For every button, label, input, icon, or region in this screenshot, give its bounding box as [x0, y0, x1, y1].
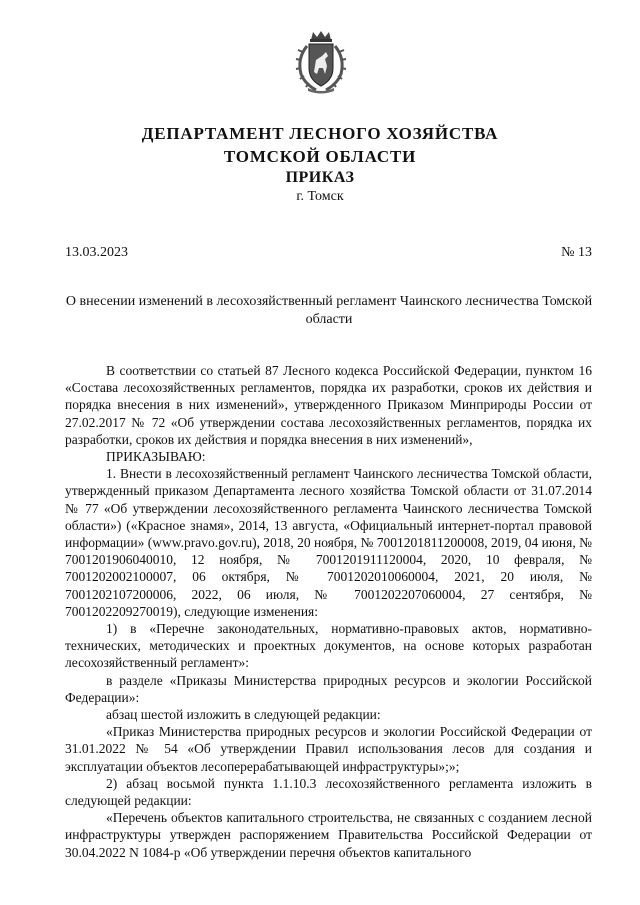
city: г. Томск — [296, 189, 344, 204]
department-name-line2: ТОМСКОЙ ОБЛАСТИ — [223, 147, 417, 166]
document-type: ПРИКАЗ — [285, 169, 355, 186]
preamble-paragraph: В соответствии со статьей 87 Лесного кодекса Российской Федерации, пунктом 16 «Состава лесохозяйственных регламентов, порядка их разработки, сроков их действия и порядка внесения в них изменений», утвержденного Приказом Минприроды России от 27.02.2017 № 72 «Об утверждении состава лесохозяйственных регламентов, порядка их разработки, сроков их действия и порядка внесения в них изменений», — [65, 363, 592, 447]
order-keyword: ПРИКАЗЫВАЮ: — [106, 449, 206, 465]
body-paragraph: в разделе «Приказы Министерства природных ресурсов и экологии Российской Федерации»: — [65, 672, 592, 705]
order-subject: О внесении изменений в лесохозяйственный регламент Чаинского лесничества Томской области — [65, 294, 593, 327]
body-paragraph: 2) абзац восьмой пункта 1.1.10.3 лесохозяйственного регламента изложить в следующей редакции: — [65, 775, 592, 809]
body-paragraph: «Приказ Министерства природных ресурсов и экологии Российской Федерации от 31.01.2022 № 54 «Об утверждении Правил использования лесов для создания и эксплуатации объектов лесоперерабатывающей инфраструктуры»;»; — [65, 724, 592, 774]
body-paragraph: абзац шестой изложить в следующей редакции: — [106, 707, 381, 723]
body-paragraph: 1. Внести в лесохозяйственный регламент Чаинского лесничества Томской области, утвержденный приказом Департамента лесного хозяйства Томской области от 31.07.2014 № 77 «Об утверждении лесохозяйственного регламента Чаинского лесничества Томской области») («Красное знамя», 2014, 13 августа, «Официальный интернет-портал правовой информации» (www.pravo.gov.ru), 2018, 20 ноября, № 7001201811200008, 2019, 04 июня, № 7001201906040010, 12 ноября, № 7001201911120004, 2020, 10 февраля, № 7001202002100007, 06 октября, № 7001202010060004, 2021, 20 июля, № 7001202107200006, 2022, 06 июля, № 7001202207060004, 27 сентября, № 7001202209270019), следующие изменения: — [65, 466, 592, 619]
order-body — [65, 362, 592, 861]
body-paragraph: «Перечень объектов капитального строительства, не связанных с созданием лесной инфраструктуры утвержден распоряжением Правительства Российской Федерации от 30.04.2022 N 1084-р «Об утверждении перечня объектов капитального — [65, 810, 592, 860]
order-number: № 13 — [561, 245, 592, 260]
order-date: 13.03.2023 — [65, 245, 128, 260]
department-name-line1: ДЕПАРТАМЕНТ ЛЕСНОГО ХОЗЯЙСТВА — [141, 124, 499, 143]
body-paragraph: 1) в «Перечне законодательных, нормативно-правовых актов, нормативно-технических, методических и проектных документов, на основе которых разработан лесохозяйственный регламент»: — [65, 621, 592, 671]
coat-of-arms-icon — [294, 30, 348, 94]
